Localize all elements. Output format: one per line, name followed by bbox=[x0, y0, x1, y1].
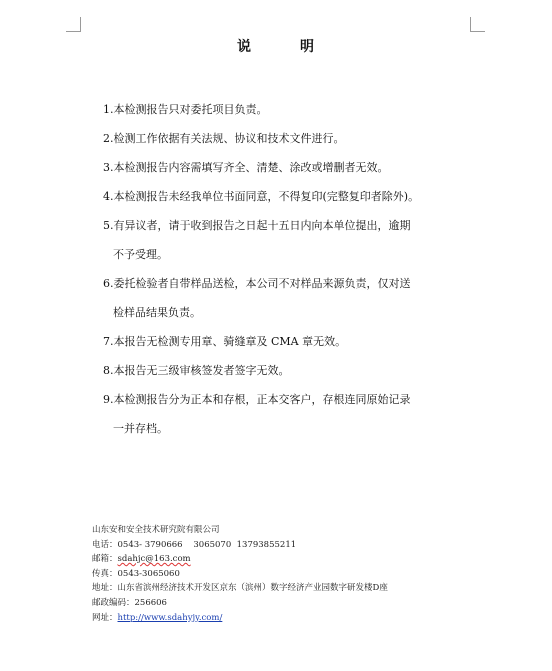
note-text: 本报告无三级审核签发者签字无效。 bbox=[113, 364, 290, 377]
note-number: 1. bbox=[103, 103, 114, 116]
notes-list bbox=[103, 95, 483, 443]
address-value: 山东省滨州经济技术开发区京东（滨州）数字经济产业园数字研发楼D座 bbox=[117, 583, 388, 594]
fax-line bbox=[92, 567, 492, 582]
website-line bbox=[92, 611, 492, 626]
note-text: 本检测报告内容需填写齐全、清楚、涂改或增删者无效。 bbox=[113, 161, 389, 174]
fax-value: 0543-3065060 bbox=[117, 568, 180, 579]
note-number: 6. bbox=[103, 277, 114, 290]
note-text-continued: 一并存档。 bbox=[113, 422, 168, 435]
note-text-continued: 不予受理。 bbox=[113, 248, 168, 261]
note-item-2 bbox=[103, 124, 483, 153]
note-text: 本报告无检测专用章、骑缝章及 CMA 章无效。 bbox=[113, 335, 347, 348]
address-line bbox=[92, 581, 492, 596]
note-number: 5. bbox=[103, 219, 114, 232]
phone-value: 0543- 3790666 3065070 13793855211 bbox=[117, 539, 297, 550]
website-label: 网址： bbox=[92, 612, 118, 623]
note-item-8 bbox=[103, 356, 483, 385]
website-link[interactable]: http://www.sdahyjy.com/ bbox=[117, 612, 223, 623]
note-item-1 bbox=[103, 95, 483, 124]
note-item-5 bbox=[103, 211, 483, 269]
note-item-3 bbox=[103, 153, 483, 182]
note-number: 4. bbox=[103, 190, 114, 203]
postcode-value: 256606 bbox=[134, 597, 167, 608]
note-text: 本检测报告分为正本和存根，正本交客户，存根连同原始记录 bbox=[113, 393, 411, 406]
note-item-7 bbox=[103, 327, 483, 356]
note-number: 2. bbox=[103, 132, 114, 145]
note-item-4 bbox=[103, 182, 483, 211]
page-title bbox=[0, 36, 552, 56]
postcode-line bbox=[92, 596, 492, 611]
contact-footer bbox=[92, 523, 492, 625]
crop-mark-top-left bbox=[66, 17, 81, 32]
phone-label: 电话： bbox=[92, 539, 118, 550]
note-text: 有异议者，请于收到报告之日起十五日内向本单位提出，逾期 bbox=[113, 219, 411, 232]
email-line bbox=[92, 552, 492, 567]
email-label: 邮箱： bbox=[92, 554, 118, 565]
note-number: 3. bbox=[103, 161, 114, 174]
note-number: 8. bbox=[103, 364, 114, 377]
note-text: 本检测报告未经我单位书面同意，不得复印(完整复印者除外)。 bbox=[113, 190, 420, 203]
note-text-continued: 检样品结果负责。 bbox=[113, 306, 201, 319]
note-item-6 bbox=[103, 269, 483, 327]
postcode-label: 邮政编码： bbox=[92, 597, 135, 608]
email-value: sdahjc@163.com bbox=[117, 554, 191, 565]
phone-line bbox=[92, 538, 492, 553]
note-text: 委托检验者自带样品送检，本公司不对样品来源负责，仅对送 bbox=[113, 277, 411, 290]
note-text: 本检测报告只对委托项目负责。 bbox=[113, 103, 268, 116]
address-label: 地址： bbox=[92, 583, 118, 594]
note-number: 9. bbox=[103, 393, 114, 406]
note-item-9 bbox=[103, 385, 483, 443]
title-char-1: 说 bbox=[237, 39, 252, 55]
company-name: 山东安和安全技术研究院有限公司 bbox=[92, 525, 220, 535]
crop-mark-top-right bbox=[470, 17, 485, 32]
note-number: 7. bbox=[103, 335, 114, 348]
fax-label: 传真： bbox=[92, 568, 118, 579]
title-char-2: 明 bbox=[300, 39, 315, 55]
note-text: 检测工作依据有关法规、协议和技术文件进行。 bbox=[113, 132, 345, 145]
